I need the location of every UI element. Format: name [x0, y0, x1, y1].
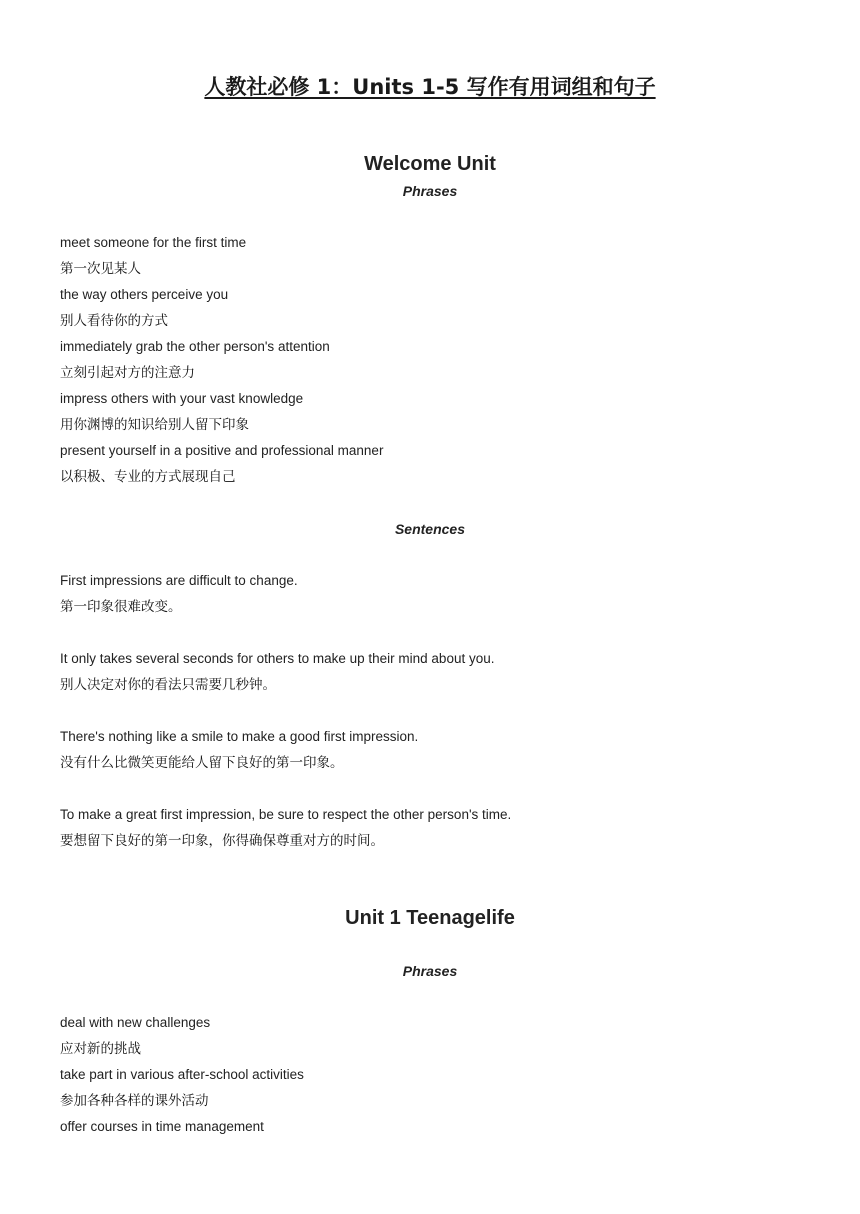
- phrase-zh: 参加各种各样的课外活动: [60, 1093, 209, 1109]
- phrase-en: meet someone for the first time: [60, 235, 247, 250]
- phrase-en: immediately grab the other person's attention: [60, 339, 330, 354]
- phrase-en: offer courses in time management: [60, 1119, 264, 1134]
- phrase-en: the way others perceive you: [60, 287, 229, 302]
- phrase-zh: 立刻引起对方的注意力: [60, 365, 195, 381]
- unit1-heading: Unit 1 Teenagelife: [345, 907, 515, 929]
- welcome-sentences-label: Sentences: [394, 521, 466, 537]
- sentence-zh: 别人决定对你的看法只需要几秒钟。: [60, 677, 276, 693]
- phrase-zh: 别人看待你的方式: [60, 313, 168, 329]
- sentence-zh: 第一印象很难改变。: [60, 599, 182, 615]
- phrase-zh: 用你渊博的知识给别人留下印象: [60, 417, 249, 433]
- unit1-phrases-label: Phrases: [402, 963, 458, 979]
- phrase-en: impress others with your vast knowledge: [60, 391, 304, 406]
- welcome-unit-heading: Welcome Unit: [364, 153, 496, 175]
- sentence-zh: 没有什么比微笑更能给人留下良好的第一印象。: [60, 755, 344, 771]
- sentence-en: There's nothing like a smile to make a good first impression.: [60, 729, 419, 744]
- phrase-en: deal with new challenges: [60, 1015, 211, 1030]
- phrase-zh: 以积极、专业的方式展现自己: [60, 469, 236, 485]
- sentence-en: To make a great first impression, be sure to respect the other person's time.: [60, 807, 512, 822]
- welcome-phrases-label: Phrases: [402, 183, 458, 199]
- document-title: 人教社必修 1：Units 1-5 写作有用词组和句子: [204, 75, 656, 99]
- phrase-en: take part in various after-school activities: [60, 1067, 304, 1082]
- phrase-zh: 应对新的挑战: [60, 1041, 141, 1057]
- sentence-en: It only takes several seconds for others to make up their mind about you.: [60, 651, 495, 666]
- sentence-zh: 要想留下良好的第一印象，你得确保尊重对方的时间。: [60, 833, 384, 849]
- phrase-zh: 第一次见某人: [60, 261, 141, 277]
- phrase-en: present yourself in a positive and professional manner: [60, 443, 384, 458]
- sentence-en: First impressions are difficult to change.: [60, 573, 298, 588]
